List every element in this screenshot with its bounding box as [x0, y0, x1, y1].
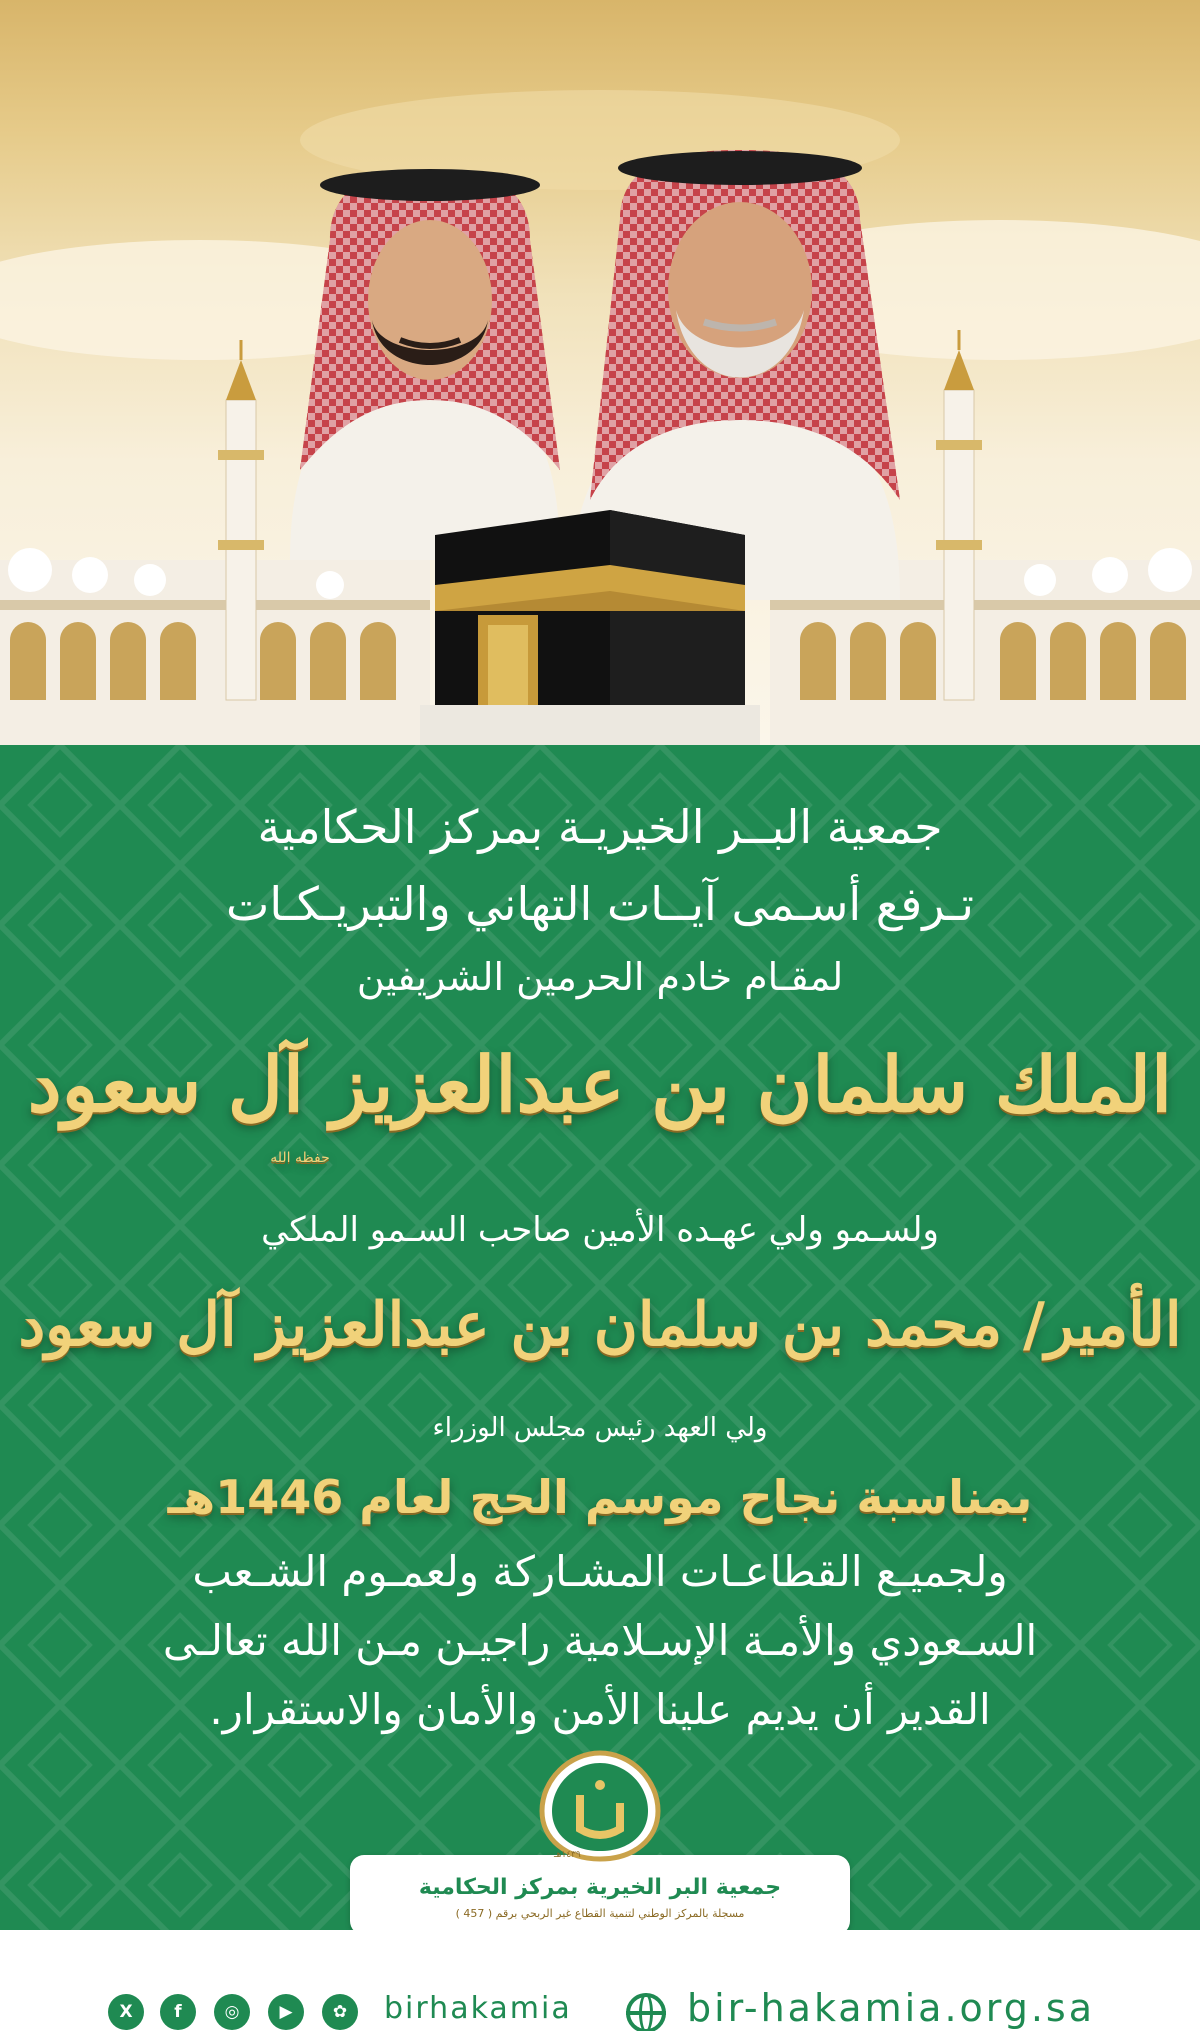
logo-name: جمعية البر الخيرية بمركز الحكامية	[418, 1875, 782, 1900]
body-line-2: السـعودي والأمـة الإسـلامية راجيـن مـن الله تعالـى	[162, 1616, 1038, 1665]
prince-name: الأمير/ محمد بن سلمان بن عبدالعزيز آل سعود	[18, 1290, 1182, 1360]
logo-card	[350, 1855, 850, 1935]
kaaba	[420, 510, 760, 745]
crown-prince-title: ولسـمو ولي عهـده الأمين صاحب السـمو الملكي	[261, 1210, 939, 1250]
social-handle[interactable]: birhakamia	[384, 1991, 572, 2026]
org-line: جمعية البــر الخيريـة بمركز الحكامية	[257, 800, 943, 854]
king-honorific: حفظه الله	[270, 1150, 330, 1166]
logo-registration: مسجلة بالمركز الوطني لتنمية القطاع غير الربحي برقم ( 457 )	[455, 1907, 745, 1920]
occasion-line: بمناسبة نجاح موسم الحج لعام 1446هـ	[167, 1470, 1033, 1524]
hero-illustration	[0, 0, 1200, 745]
hero-banner	[0, 0, 1200, 745]
globe-icon	[626, 1993, 666, 2031]
portrait-crown-prince	[290, 169, 560, 560]
logo-year: ١٤٣٩هـ	[554, 1850, 581, 1860]
association-emblem	[530, 1745, 670, 1865]
website-link[interactable]: bir-hakamia.org.sa	[687, 1986, 1096, 2030]
x-icon[interactable]: X	[108, 1994, 144, 2030]
body-line-1: ولجميـع القطاعـات المشـاركة ولعمـوم الشـعب	[192, 1547, 1008, 1596]
king-name: الملك سلمان بن عبدالعزيز آل سعود	[27, 1040, 1173, 1129]
body-line-3: القدير أن يديم علينا الأمن والأمان والاستقرار.	[209, 1685, 991, 1734]
youtube-icon[interactable]: ▶	[268, 1994, 304, 2030]
prince-position: ولي العهد رئيس مجلس الوزراء	[432, 1413, 768, 1443]
facebook-icon[interactable]: f	[160, 1994, 196, 2030]
instagram-icon[interactable]: ◎	[214, 1994, 250, 2030]
congrats-line: تـرفع أسـمى آيــات التهاني والتبريـكـات	[226, 877, 974, 931]
snapchat-icon[interactable]: ✿	[322, 1994, 358, 2030]
custodian-title: لمقـام خادم الحرمين الشريفين	[356, 955, 844, 999]
